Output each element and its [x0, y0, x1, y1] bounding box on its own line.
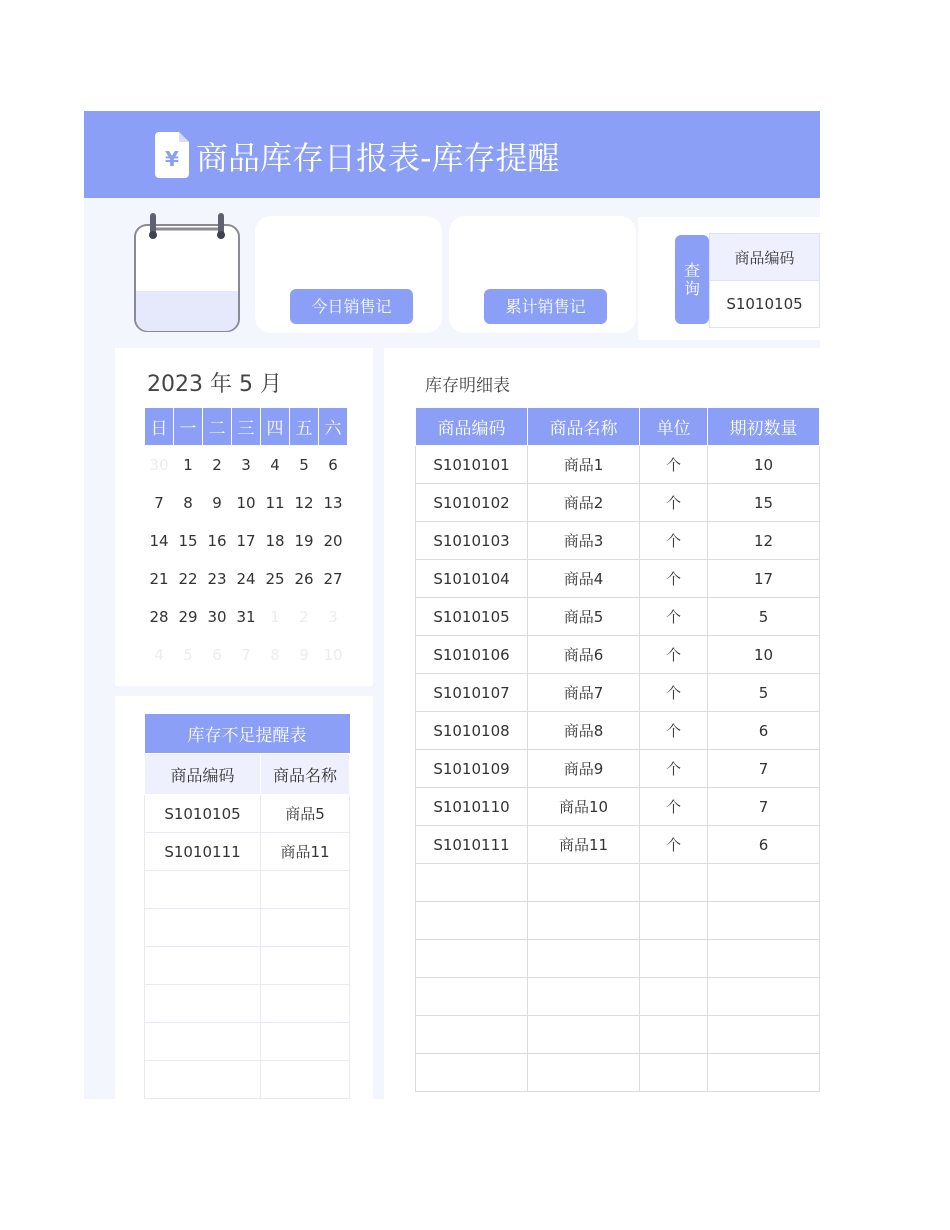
calendar-day: 10 — [236, 494, 256, 512]
table-cell: 商品9 — [528, 750, 640, 788]
alert-header-name: 商品名称 — [261, 754, 350, 795]
weekday-header: 二 — [203, 408, 232, 446]
alert-header-code: 商品编码 — [145, 754, 261, 795]
table-cell: 商品10 — [528, 788, 640, 826]
table-cell — [708, 1016, 820, 1054]
svg-text:¥: ¥ — [165, 147, 179, 171]
calendar-day: 9 — [212, 494, 222, 512]
total-sales-button[interactable]: 累计销售记 — [484, 289, 607, 324]
detail-table — [415, 407, 820, 1092]
table-cell: 5 — [708, 598, 820, 636]
table-cell: 商品8 — [528, 712, 640, 750]
table-row — [416, 1016, 820, 1054]
query-label-char: 查 — [683, 260, 700, 280]
calendar-day: 6 — [328, 456, 338, 474]
table-cell — [640, 1054, 708, 1092]
table-cell: S1010111 — [145, 833, 261, 871]
calendar-title: 2023 年 5 月 — [147, 372, 282, 397]
table-row — [416, 940, 820, 978]
calendar-day-outside: 5 — [183, 646, 193, 664]
table-cell: 12 — [708, 522, 820, 560]
table-cell: 商品11 — [528, 826, 640, 864]
table-cell — [640, 978, 708, 1016]
table-row — [145, 795, 350, 833]
table-cell: 个 — [640, 560, 708, 598]
calendar-day: 28 — [149, 608, 169, 626]
table-cell: 商品5 — [528, 598, 640, 636]
table-cell: 商品7 — [528, 674, 640, 712]
table-cell: 个 — [640, 674, 708, 712]
detail-header-code: 商品编码 — [416, 408, 528, 446]
table-cell: 个 — [640, 522, 708, 560]
page-title: 商品库存日报表-库存提醒 — [196, 139, 560, 177]
table-row — [416, 750, 820, 788]
calendar-week — [145, 560, 348, 598]
calendar-day: 19 — [294, 532, 314, 550]
calendar-day: 25 — [265, 570, 285, 588]
table-cell: S1010111 — [416, 826, 528, 864]
table-cell — [145, 909, 261, 947]
calendar-day: 21 — [149, 570, 169, 588]
table-cell — [640, 940, 708, 978]
calendar-day: 30 — [207, 608, 227, 626]
table-row — [416, 902, 820, 940]
calendar-day: 20 — [323, 532, 343, 550]
calendar-week — [145, 636, 348, 674]
calendar-day-outside: 8 — [270, 646, 280, 664]
calendar-day: 2 — [212, 456, 222, 474]
calendar-day: 14 — [149, 532, 169, 550]
table-cell — [640, 1016, 708, 1054]
table-cell: 商品1 — [528, 446, 640, 484]
table-cell — [416, 978, 528, 1016]
alert-table — [144, 714, 350, 1099]
weekday-header: 四 — [261, 408, 290, 446]
calendar-day: 27 — [323, 570, 343, 588]
table-cell — [261, 947, 350, 985]
table-cell — [145, 985, 261, 1023]
table-row — [145, 871, 350, 909]
table-cell — [528, 978, 640, 1016]
table-cell: 5 — [708, 674, 820, 712]
table-cell — [416, 902, 528, 940]
table-cell: S1010104 — [416, 560, 528, 598]
calendar-grid — [144, 407, 348, 674]
table-cell: 个 — [640, 712, 708, 750]
table-row — [416, 712, 820, 750]
calendar-day-outside: 7 — [241, 646, 251, 664]
table-row — [145, 947, 350, 985]
table-cell — [416, 1054, 528, 1092]
alert-table-caption: 库存不足提醒表 — [145, 714, 350, 754]
table-row — [416, 674, 820, 712]
table-cell — [416, 1016, 528, 1054]
calendar-day: 24 — [236, 570, 256, 588]
calendar-week — [145, 484, 348, 522]
table-row — [416, 522, 820, 560]
table-cell — [708, 902, 820, 940]
today-sales-button[interactable]: 今日销售记 — [290, 289, 413, 324]
calendar-day: 5 — [299, 456, 309, 474]
table-cell: 商品6 — [528, 636, 640, 674]
query-header: 商品编码 — [710, 234, 820, 281]
table-cell — [640, 902, 708, 940]
calendar-day-outside: 4 — [154, 646, 164, 664]
calendar-day: 22 — [178, 570, 198, 588]
calendar-day: 26 — [294, 570, 314, 588]
table-cell: 个 — [640, 750, 708, 788]
calendar-day: 11 — [265, 494, 285, 512]
table-cell — [528, 1054, 640, 1092]
table-cell — [528, 864, 640, 902]
weekday-header: 六 — [319, 408, 348, 446]
weekday-header: 五 — [290, 408, 319, 446]
table-cell: S1010106 — [416, 636, 528, 674]
table-row — [416, 484, 820, 522]
table-cell: S1010102 — [416, 484, 528, 522]
table-cell: 商品4 — [528, 560, 640, 598]
table-row — [145, 985, 350, 1023]
table-cell — [640, 864, 708, 902]
table-cell — [145, 947, 261, 985]
weekday-header: 日 — [145, 408, 174, 446]
report-sheet — [84, 111, 820, 1099]
calendar-icon — [132, 211, 242, 336]
table-row — [145, 1023, 350, 1061]
weekday-header: 一 — [174, 408, 203, 446]
calendar-day: 18 — [265, 532, 285, 550]
table-row — [416, 826, 820, 864]
table-row — [416, 560, 820, 598]
calendar-day: 23 — [207, 570, 227, 588]
table-cell: 个 — [640, 598, 708, 636]
calendar-day-outside: 1 — [270, 608, 280, 626]
calendar-day: 3 — [241, 456, 251, 474]
calendar-week — [145, 598, 348, 636]
table-cell — [528, 940, 640, 978]
detail-header-qty: 期初数量 — [708, 408, 820, 446]
table-cell: 个 — [640, 484, 708, 522]
query-value[interactable]: S1010105 — [710, 281, 820, 328]
calendar-day-outside: 6 — [212, 646, 222, 664]
table-cell — [528, 902, 640, 940]
table-cell: S1010101 — [416, 446, 528, 484]
calendar-day: 8 — [183, 494, 193, 512]
table-cell: S1010107 — [416, 674, 528, 712]
calendar-day: 1 — [183, 456, 193, 474]
table-cell — [708, 940, 820, 978]
calendar-day: 4 — [270, 456, 280, 474]
table-cell — [261, 1023, 350, 1061]
calendar-day: 13 — [323, 494, 343, 512]
table-row — [416, 864, 820, 902]
table-cell: 个 — [640, 788, 708, 826]
table-cell — [528, 1016, 640, 1054]
table-row — [416, 636, 820, 674]
table-cell: 个 — [640, 636, 708, 674]
table-cell — [416, 940, 528, 978]
table-cell — [261, 909, 350, 947]
calendar-week — [145, 522, 348, 560]
table-cell: S1010110 — [416, 788, 528, 826]
query-label-char: 询 — [683, 278, 700, 298]
table-cell: 17 — [708, 560, 820, 598]
query-table — [709, 233, 820, 328]
calendar-day: 15 — [178, 532, 198, 550]
table-cell: S1010105 — [145, 795, 261, 833]
table-cell — [145, 871, 261, 909]
calendar-day-outside: 30 — [149, 456, 169, 474]
table-cell: S1010109 — [416, 750, 528, 788]
calendar-day-outside: 3 — [328, 608, 338, 626]
table-cell: 商品2 — [528, 484, 640, 522]
table-cell: 商品11 — [261, 833, 350, 871]
calendar-week — [145, 446, 348, 485]
table-cell: 7 — [708, 788, 820, 826]
calendar-day: 12 — [294, 494, 314, 512]
calendar-day: 29 — [178, 608, 198, 626]
table-cell: S1010105 — [416, 598, 528, 636]
table-cell: 15 — [708, 484, 820, 522]
table-cell — [416, 864, 528, 902]
query-button[interactable] — [675, 235, 709, 324]
table-cell: 10 — [708, 446, 820, 484]
table-cell: S1010108 — [416, 712, 528, 750]
report-header — [84, 111, 820, 198]
calendar-day-outside: 9 — [299, 646, 309, 664]
table-cell: 6 — [708, 712, 820, 750]
table-row — [416, 1054, 820, 1092]
table-cell — [261, 871, 350, 909]
table-cell — [145, 1023, 261, 1061]
table-row — [145, 833, 350, 871]
table-cell — [145, 1061, 261, 1099]
calendar-day: 16 — [207, 532, 227, 550]
weekday-header: 三 — [232, 408, 261, 446]
table-cell: 个 — [640, 826, 708, 864]
table-row — [416, 446, 820, 484]
detail-header-name: 商品名称 — [528, 408, 640, 446]
table-cell — [708, 864, 820, 902]
table-cell: 6 — [708, 826, 820, 864]
table-cell — [708, 978, 820, 1016]
table-cell — [708, 1054, 820, 1092]
table-cell: 商品5 — [261, 795, 350, 833]
calendar-day: 7 — [154, 494, 164, 512]
table-row — [416, 788, 820, 826]
table-cell — [261, 1061, 350, 1099]
yuan-document-icon — [155, 132, 189, 178]
calendar-day-outside: 2 — [299, 608, 309, 626]
table-cell: 商品3 — [528, 522, 640, 560]
table-cell — [261, 985, 350, 1023]
table-cell: 10 — [708, 636, 820, 674]
table-cell: S1010103 — [416, 522, 528, 560]
calendar-day: 17 — [236, 532, 256, 550]
detail-header-unit: 单位 — [640, 408, 708, 446]
table-cell: 7 — [708, 750, 820, 788]
calendar-day-outside: 10 — [323, 646, 343, 664]
table-cell: 个 — [640, 446, 708, 484]
table-row — [416, 978, 820, 1016]
calendar-day: 31 — [236, 608, 256, 626]
table-row — [416, 598, 820, 636]
table-row — [145, 909, 350, 947]
detail-title: 库存明细表 — [425, 376, 510, 396]
table-row — [145, 1061, 350, 1099]
